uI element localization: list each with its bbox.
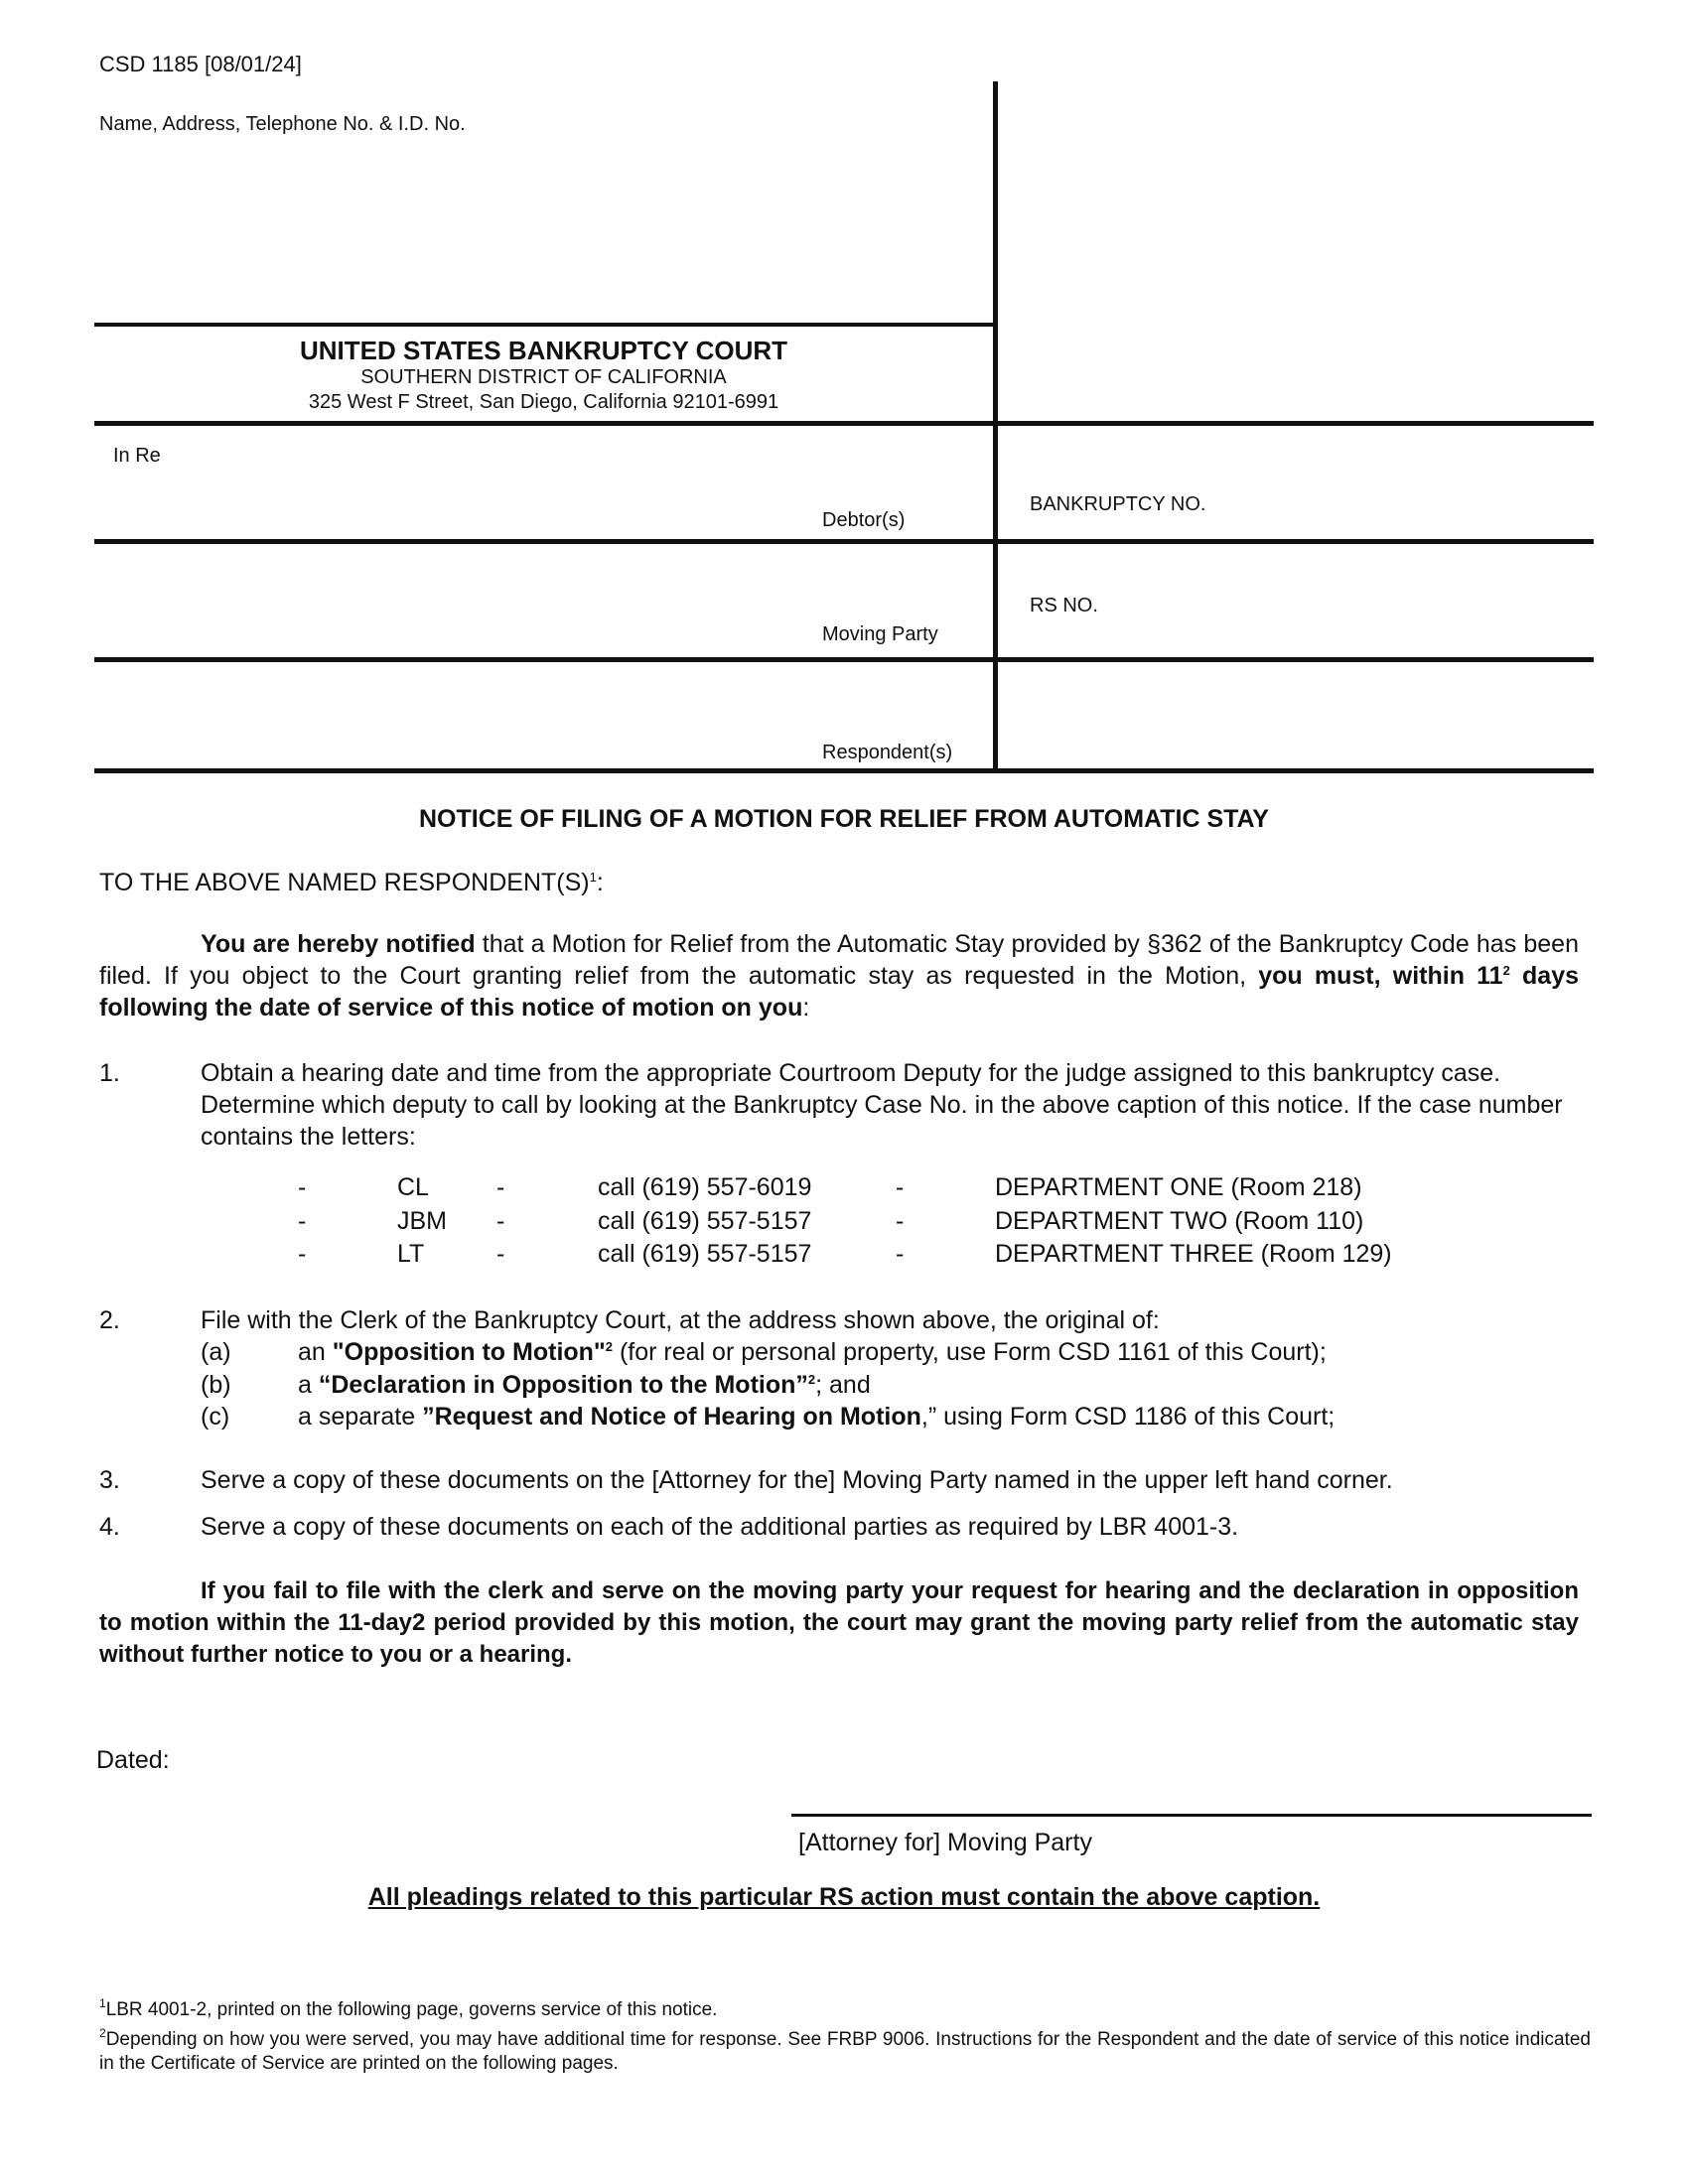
item2c-post: ,” using Form CSD 1186 of this Court; — [920, 1403, 1336, 1431]
caption-notice — [0, 1881, 1688, 1913]
item2-text: File with the Clerk of the Bankruptcy Court, at the address shown above, the original of: — [201, 1306, 1160, 1334]
court-name: UNITED STATES BANKRUPTCY COURT — [299, 336, 788, 365]
notice-title: NOTICE OF FILING OF A MOTION FOR RELIEF FROM AUTOMATIC STAY — [419, 805, 1269, 833]
dept-sep2: - — [896, 1207, 905, 1235]
footnote-2-text: Depending on how you were served, you may have additional time for response. See FRBP 9006. Instructions for the Respondent and the date of service of this notice indicated in the Certificate of Service are printed on the following pages. — [99, 2029, 1591, 2074]
court-address: 325 West F Street, San Diego, California 92101-6991 — [308, 391, 779, 413]
footnote-2 — [99, 2028, 1591, 2076]
item2a-post: (for real or personal property, use Form CSD 1161 of this Court); — [613, 1338, 1327, 1366]
item2c-bold: ”Request and Notice of Hearing on Motion — [422, 1403, 921, 1431]
dept-dash: - — [298, 1173, 307, 1201]
item2b-bold: “Declaration in Opposition to the Motion” — [318, 1371, 808, 1399]
item2c-text — [298, 1401, 1589, 1433]
salutation-footnote-ref: 1 — [589, 870, 597, 885]
footnote-2-marker: 2 — [99, 2026, 106, 2040]
signature-line — [791, 1814, 1592, 1817]
item2a-bold: "Opposition to Motion" — [332, 1338, 606, 1366]
caption-line-4 — [94, 657, 1594, 662]
dept-phone: call (619) 557-5157 — [598, 1240, 812, 1268]
dept-phone: call (619) 557-6019 — [598, 1173, 812, 1201]
dept-name: DEPARTMENT ONE (Room 218) — [995, 1173, 1362, 1201]
rs-no-label: RS NO. — [1030, 595, 1098, 616]
in-re-label: In Re — [113, 445, 161, 467]
intro-bold-lead: You are hereby notified — [201, 930, 476, 958]
item2a-text — [298, 1336, 1589, 1368]
item2b-post: ; and — [815, 1371, 871, 1399]
court-header — [94, 335, 993, 415]
intro-end: : — [802, 994, 810, 1022]
item2c-label: (c) — [201, 1403, 230, 1431]
item2b-label: (b) — [201, 1371, 231, 1399]
dept-code: JBM — [397, 1207, 447, 1235]
footnote-1-text: LBR 4001-2, printed on the following page, governs service of this notice. — [105, 1999, 718, 2020]
dept-code: CL — [397, 1173, 429, 1201]
caption-line-1 — [94, 323, 996, 327]
form-id: CSD 1185 [08/01/24] — [99, 52, 302, 76]
warning-paragraph: If you fail to file with the clerk and serve on the moving party your request for hearing and the declaration in opposition to motion within the 11-day2 period provided by this motion, the court may grant the moving party relief from the automatic stay without further notice to you or a hearing. — [99, 1577, 1579, 1668]
intro-deadline-a: you must, within 11 — [1258, 962, 1503, 990]
dept-code: LT — [397, 1240, 425, 1268]
intro-paragraph — [99, 928, 1579, 1024]
footnote-1 — [99, 1998, 1589, 2022]
item2a-label: (a) — [201, 1338, 231, 1366]
intro-footnote-ref: 2 — [1502, 963, 1510, 978]
dept-name: DEPARTMENT TWO (Room 110) — [995, 1207, 1364, 1235]
item3-text: Serve a copy of these documents on the [Attorney for the] Moving Party named in the upper left hand corner. — [201, 1466, 1393, 1494]
dept-sep2: - — [896, 1173, 905, 1201]
salutation-text: TO THE ABOVE NAMED RESPONDENT(S) — [99, 869, 590, 896]
bankruptcy-no-label: BANKRUPTCY NO. — [1030, 493, 1206, 515]
dept-phone: call (619) 557-5157 — [598, 1207, 812, 1235]
item4-text: Serve a copy of these documents on each of the additional parties as required by LBR 4001-3. — [201, 1513, 1239, 1541]
salutation — [99, 867, 604, 898]
item2b-pre: a — [298, 1371, 319, 1399]
debtors-label: Debtor(s) — [822, 509, 906, 531]
caption-line-5 — [94, 768, 1594, 773]
item2a-footnote-ref: 2 — [605, 1339, 614, 1354]
dept-name: DEPARTMENT THREE (Room 129) — [995, 1240, 1392, 1268]
item3-number: 3. — [99, 1466, 120, 1494]
dept-dash: - — [298, 1240, 307, 1268]
item2c-pre: a separate — [298, 1403, 423, 1431]
court-district: SOUTHERN DISTRICT OF CALIFORNIA — [360, 366, 727, 388]
caption-line-3 — [94, 539, 1594, 544]
item2b-text — [298, 1369, 1589, 1401]
item1-text: Obtain a hearing date and time from the appropriate Courtroom Deputy for the judge assigned to this bankruptcy case. Determine which deputy to call by looking at the Bankruptcy Case No. in the above caption of this notice. If the case number contains the letters: — [201, 1059, 1563, 1151]
intro-text: that a Motion for Relief from the Automatic Stay provided by §362 of the Bankruptcy Code has been filed. If you object to the Court granting relief from the automatic stay as requested in the Motion, — [99, 930, 1579, 990]
caption-vertical-divider — [993, 81, 998, 772]
respondents-label: Respondent(s) — [822, 742, 953, 763]
dated-label: Dated: — [96, 1746, 170, 1774]
item1-number: 1. — [99, 1059, 120, 1087]
footnote-1-marker: 1 — [99, 1996, 106, 2010]
salutation-suffix: : — [596, 869, 604, 896]
item2b-footnote-ref: 2 — [807, 1372, 816, 1387]
caption-line-2 — [94, 421, 1594, 426]
item2a-pre: an — [298, 1338, 333, 1366]
item2-number: 2. — [99, 1306, 120, 1334]
dept-sep: - — [496, 1173, 505, 1201]
dept-sep: - — [496, 1207, 505, 1235]
department-row — [0, 1205, 1688, 1237]
item4-number: 4. — [99, 1513, 120, 1541]
dept-sep2: - — [896, 1240, 905, 1268]
filer-label: Name, Address, Telephone No. & I.D. No. — [99, 113, 466, 135]
department-row — [0, 1171, 1688, 1203]
department-row — [0, 1238, 1688, 1270]
caption-notice-text: All pleadings related to this particular RS action must contain the above caption. — [367, 1883, 1321, 1911]
dept-sep: - — [496, 1240, 505, 1268]
signature-label: [Attorney for] Moving Party — [798, 1829, 1092, 1856]
dept-dash: - — [298, 1207, 307, 1235]
moving-party-label: Moving Party — [822, 623, 938, 645]
intro-deadline-b: days following the date of service of this notice of motion on you — [99, 962, 1580, 1022]
